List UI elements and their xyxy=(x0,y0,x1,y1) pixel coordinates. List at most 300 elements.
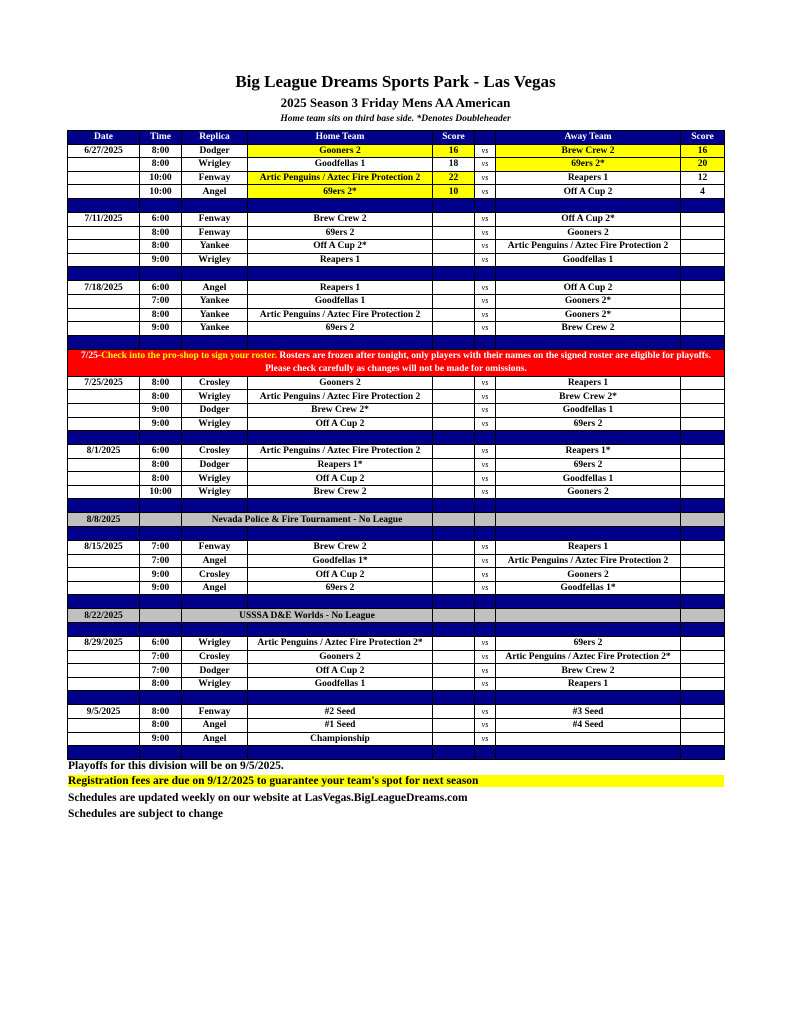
separator-cell xyxy=(140,527,182,541)
vs-label: vs xyxy=(475,253,496,267)
away-team: Artic Penguins / Aztec Fire Protection 2* xyxy=(496,650,681,664)
week-separator xyxy=(68,691,725,705)
away-score xyxy=(681,294,725,308)
vs-label: vs xyxy=(475,637,496,651)
game-date xyxy=(68,390,140,404)
game-row xyxy=(68,554,725,568)
game-time: 10:00 xyxy=(140,185,182,199)
game-row xyxy=(68,677,725,691)
away-score: 20 xyxy=(681,158,725,172)
game-row xyxy=(68,732,725,746)
empty-cell xyxy=(140,513,182,527)
separator-cell xyxy=(433,691,475,705)
game-field: Angel xyxy=(182,554,248,568)
game-time: 9:00 xyxy=(140,568,182,582)
away-team: Brew Crew 2 xyxy=(496,144,681,158)
game-field: Angel xyxy=(182,581,248,595)
game-field: Crosley xyxy=(182,376,248,390)
separator-cell xyxy=(496,623,681,637)
game-field: Fenway xyxy=(182,541,248,555)
home-team: Reapers 1 xyxy=(248,281,433,295)
game-field: Yankee xyxy=(182,294,248,308)
game-date: 8/29/2025 xyxy=(68,637,140,651)
game-row xyxy=(68,485,725,499)
separator-cell xyxy=(182,267,248,281)
vs-label: vs xyxy=(475,144,496,158)
game-time: 8:00 xyxy=(140,144,182,158)
separator-cell xyxy=(681,527,725,541)
game-time: 10:00 xyxy=(140,485,182,499)
game-date xyxy=(68,403,140,417)
home-score xyxy=(433,226,475,240)
game-row xyxy=(68,308,725,322)
game-field: Crosley xyxy=(182,650,248,664)
home-score xyxy=(433,677,475,691)
home-score xyxy=(433,664,475,678)
away-score xyxy=(681,253,725,267)
game-row xyxy=(68,294,725,308)
game-row xyxy=(68,253,725,267)
game-time: 8:00 xyxy=(140,240,182,254)
game-time: 8:00 xyxy=(140,308,182,322)
col-header-home-score: Score xyxy=(433,131,475,145)
separator-cell xyxy=(496,431,681,445)
separator-cell xyxy=(248,499,433,513)
separator-cell xyxy=(140,335,182,349)
game-date xyxy=(68,322,140,336)
roster-notice-row xyxy=(68,349,725,376)
schedule-subtitle: 2025 Season 3 Friday Mens AA American xyxy=(280,95,511,110)
away-score xyxy=(681,664,725,678)
col-header-time: Time xyxy=(140,131,182,145)
game-date: 7/11/2025 xyxy=(68,212,140,226)
game-time: 7:00 xyxy=(140,650,182,664)
away-team: Goodfellas 1 xyxy=(496,253,681,267)
away-team: 69ers 2* xyxy=(496,158,681,172)
game-time: 8:00 xyxy=(140,719,182,733)
game-row xyxy=(68,144,725,158)
game-date xyxy=(68,417,140,431)
vs-label: vs xyxy=(475,403,496,417)
home-team: Goodfellas 1 xyxy=(248,158,433,172)
schedule-body xyxy=(68,144,725,760)
week-separator xyxy=(68,335,725,349)
separator-cell xyxy=(182,198,248,212)
week-separator xyxy=(68,595,725,609)
separator-cell xyxy=(140,267,182,281)
home-score: 16 xyxy=(433,144,475,158)
game-time: 8:00 xyxy=(140,226,182,240)
away-score xyxy=(681,226,725,240)
home-team: 69ers 2 xyxy=(248,226,433,240)
separator-cell xyxy=(433,527,475,541)
away-team: Reapers 1 xyxy=(496,677,681,691)
home-team: Goodfellas 1 xyxy=(248,677,433,691)
separator-cell xyxy=(681,431,725,445)
separator-cell xyxy=(68,746,140,760)
game-time: 6:00 xyxy=(140,212,182,226)
vs-label: vs xyxy=(475,417,496,431)
game-field: Fenway xyxy=(182,705,248,719)
game-field: Angel xyxy=(182,732,248,746)
vs-label: vs xyxy=(475,677,496,691)
away-team: Goodfellas 1 xyxy=(496,403,681,417)
separator-cell xyxy=(140,198,182,212)
game-date xyxy=(68,485,140,499)
separator-cell xyxy=(475,335,496,349)
vs-label: vs xyxy=(475,568,496,582)
away-team: Off A Cup 2* xyxy=(496,212,681,226)
game-date xyxy=(68,732,140,746)
vs-label: vs xyxy=(475,472,496,486)
game-row xyxy=(68,212,725,226)
home-team: Goodfellas 1 xyxy=(248,294,433,308)
separator-cell xyxy=(68,335,140,349)
vs-label: vs xyxy=(475,281,496,295)
separator-cell xyxy=(475,595,496,609)
vs-label: vs xyxy=(475,376,496,390)
home-score xyxy=(433,445,475,459)
vs-label: vs xyxy=(475,390,496,404)
game-date xyxy=(68,458,140,472)
home-team: Gooners 2 xyxy=(248,144,433,158)
separator-cell xyxy=(475,267,496,281)
away-team: #4 Seed xyxy=(496,719,681,733)
separator-cell xyxy=(433,267,475,281)
away-score xyxy=(681,281,725,295)
vs-label: vs xyxy=(475,158,496,172)
game-field: Crosley xyxy=(182,568,248,582)
game-field: Wrigley xyxy=(182,472,248,486)
game-row xyxy=(68,240,725,254)
away-team: Off A Cup 2 xyxy=(496,281,681,295)
empty-cell xyxy=(496,513,681,527)
separator-cell xyxy=(681,595,725,609)
away-team: Gooners 2* xyxy=(496,294,681,308)
separator-cell xyxy=(140,499,182,513)
game-time: 9:00 xyxy=(140,403,182,417)
home-score xyxy=(433,554,475,568)
vs-label: vs xyxy=(475,445,496,459)
away-team: Reapers 1* xyxy=(496,445,681,459)
home-team: Artic Penguins / Aztec Fire Protection 2 xyxy=(248,390,433,404)
away-score xyxy=(681,650,725,664)
schedule-title: Big League Dreams Sports Park - Las Vegas xyxy=(235,72,556,91)
separator-cell xyxy=(475,431,496,445)
separator-cell xyxy=(433,198,475,212)
away-team xyxy=(496,732,681,746)
game-date: 8/8/2025 xyxy=(68,513,140,527)
away-score xyxy=(681,581,725,595)
game-row xyxy=(68,403,725,417)
game-date xyxy=(68,158,140,172)
vs-label: vs xyxy=(475,719,496,733)
game-row xyxy=(68,637,725,651)
separator-cell xyxy=(248,267,433,281)
separator-cell xyxy=(433,595,475,609)
separator-cell xyxy=(248,335,433,349)
home-score xyxy=(433,472,475,486)
game-row xyxy=(68,376,725,390)
game-field: Fenway xyxy=(182,212,248,226)
game-field: Angel xyxy=(182,281,248,295)
separator-cell xyxy=(496,595,681,609)
away-score xyxy=(681,308,725,322)
game-time: 7:00 xyxy=(140,664,182,678)
home-score: 22 xyxy=(433,171,475,185)
vs-label: vs xyxy=(475,322,496,336)
separator-cell xyxy=(248,198,433,212)
game-time: 8:00 xyxy=(140,458,182,472)
home-score xyxy=(433,541,475,555)
home-team: Off A Cup 2 xyxy=(248,417,433,431)
home-team: Artic Penguins / Aztec Fire Protection 2 xyxy=(248,445,433,459)
away-score xyxy=(681,637,725,651)
away-score xyxy=(681,212,725,226)
home-team: Goodfellas 1* xyxy=(248,554,433,568)
away-team: Reapers 1 xyxy=(496,171,681,185)
game-date xyxy=(68,581,140,595)
game-date xyxy=(68,253,140,267)
game-row xyxy=(68,541,725,555)
home-team: Brew Crew 2 xyxy=(248,541,433,555)
game-time: 9:00 xyxy=(140,417,182,431)
game-field: Dodger xyxy=(182,144,248,158)
away-score xyxy=(681,677,725,691)
away-team: Gooners 2 xyxy=(496,568,681,582)
schedule-note: Home team sits on third base side. *Denotes Doubleheader xyxy=(280,114,511,124)
game-row xyxy=(68,705,725,719)
home-score xyxy=(433,581,475,595)
home-score xyxy=(433,485,475,499)
separator-cell xyxy=(68,499,140,513)
separator-cell xyxy=(68,267,140,281)
away-score xyxy=(681,403,725,417)
vs-label: vs xyxy=(475,554,496,568)
away-team: Gooners 2* xyxy=(496,308,681,322)
col-header-vs xyxy=(475,131,496,145)
game-date xyxy=(68,677,140,691)
home-team: Off A Cup 2* xyxy=(248,240,433,254)
game-time: 7:00 xyxy=(140,541,182,555)
game-field: Crosley xyxy=(182,445,248,459)
empty-cell xyxy=(681,609,725,623)
separator-cell xyxy=(68,431,140,445)
away-team: 69ers 2 xyxy=(496,458,681,472)
away-team: Brew Crew 2 xyxy=(496,322,681,336)
game-date: 7/18/2025 xyxy=(68,281,140,295)
home-team: #2 Seed xyxy=(248,705,433,719)
separator-cell xyxy=(496,499,681,513)
vs-label: vs xyxy=(475,294,496,308)
game-field: Yankee xyxy=(182,240,248,254)
home-score xyxy=(433,322,475,336)
game-row xyxy=(68,719,725,733)
empty-cell xyxy=(681,513,725,527)
away-score xyxy=(681,240,725,254)
empty-cell xyxy=(433,513,475,527)
separator-cell xyxy=(68,691,140,705)
home-team: Brew Crew 2 xyxy=(248,485,433,499)
game-time: 8:00 xyxy=(140,472,182,486)
home-team: Off A Cup 2 xyxy=(248,472,433,486)
no-league-row xyxy=(68,513,725,527)
game-date: 8/15/2025 xyxy=(68,541,140,555)
game-date xyxy=(68,294,140,308)
separator-cell xyxy=(68,527,140,541)
game-field: Fenway xyxy=(182,226,248,240)
game-time: 10:00 xyxy=(140,171,182,185)
away-team: Gooners 2 xyxy=(496,226,681,240)
game-row xyxy=(68,581,725,595)
separator-cell xyxy=(496,746,681,760)
away-score xyxy=(681,445,725,459)
away-team: Gooners 2 xyxy=(496,485,681,499)
separator-cell xyxy=(182,335,248,349)
away-team: Reapers 1 xyxy=(496,376,681,390)
away-score xyxy=(681,417,725,431)
game-time: 8:00 xyxy=(140,705,182,719)
game-date xyxy=(68,240,140,254)
game-date: 9/5/2025 xyxy=(68,705,140,719)
separator-cell xyxy=(433,335,475,349)
footer-registration: Registration fees are due on 9/12/2025 to guarantee your team's spot for next season xyxy=(68,775,724,787)
game-date xyxy=(68,719,140,733)
table-header-row xyxy=(68,131,725,145)
separator-cell xyxy=(182,595,248,609)
home-score xyxy=(433,281,475,295)
vs-label: vs xyxy=(475,705,496,719)
home-team: Artic Penguins / Aztec Fire Protection 2 xyxy=(248,171,433,185)
home-team: 69ers 2* xyxy=(248,185,433,199)
separator-cell xyxy=(475,499,496,513)
game-time: 7:00 xyxy=(140,554,182,568)
separator-cell xyxy=(182,746,248,760)
away-score: 16 xyxy=(681,144,725,158)
home-team: Reapers 1 xyxy=(248,253,433,267)
game-row xyxy=(68,281,725,295)
away-team: 69ers 2 xyxy=(496,417,681,431)
vs-label: vs xyxy=(475,458,496,472)
home-team: Gooners 2 xyxy=(248,376,433,390)
home-score xyxy=(433,568,475,582)
home-score xyxy=(433,308,475,322)
game-row xyxy=(68,226,725,240)
home-score xyxy=(433,403,475,417)
separator-cell xyxy=(681,746,725,760)
separator-cell xyxy=(68,595,140,609)
home-score xyxy=(433,417,475,431)
vs-label: vs xyxy=(475,240,496,254)
separator-cell xyxy=(496,527,681,541)
game-row xyxy=(68,458,725,472)
game-time: 9:00 xyxy=(140,322,182,336)
separator-cell xyxy=(182,431,248,445)
game-time: 9:00 xyxy=(140,581,182,595)
home-team: Artic Penguins / Aztec Fire Protection 2* xyxy=(248,637,433,651)
game-date xyxy=(68,568,140,582)
home-score xyxy=(433,719,475,733)
empty-cell xyxy=(433,609,475,623)
vs-label: vs xyxy=(475,541,496,555)
away-team: 69ers 2 xyxy=(496,637,681,651)
week-separator xyxy=(68,623,725,637)
no-league-label: USSSA D&E Worlds - No League xyxy=(182,609,433,623)
away-team: Brew Crew 2* xyxy=(496,390,681,404)
home-score: 10 xyxy=(433,185,475,199)
away-score xyxy=(681,390,725,404)
game-field: Wrigley xyxy=(182,158,248,172)
home-team: Championship xyxy=(248,732,433,746)
away-score xyxy=(681,376,725,390)
notice-text: Rosters are frozen after tonight, only players with their names on the signed roster are eligible for playoffs. Please check carefully as changes will not be made for omissions. xyxy=(265,350,711,374)
game-time: 7:00 xyxy=(140,294,182,308)
away-score: 12 xyxy=(681,171,725,185)
no-league-label: Nevada Police & Fire Tournament - No League xyxy=(182,513,433,527)
vs-label: vs xyxy=(475,212,496,226)
separator-cell xyxy=(248,595,433,609)
vs-label: vs xyxy=(475,185,496,199)
home-team: 69ers 2 xyxy=(248,322,433,336)
game-time: 8:00 xyxy=(140,376,182,390)
away-team: Brew Crew 2 xyxy=(496,664,681,678)
game-field: Wrigley xyxy=(182,637,248,651)
away-score xyxy=(681,485,725,499)
game-date xyxy=(68,554,140,568)
home-team: Artic Penguins / Aztec Fire Protection 2 xyxy=(248,308,433,322)
empty-cell xyxy=(496,609,681,623)
game-field: Angel xyxy=(182,719,248,733)
separator-cell xyxy=(248,623,433,637)
game-field: Wrigley xyxy=(182,677,248,691)
home-team: Brew Crew 2 xyxy=(248,212,433,226)
separator-cell xyxy=(475,198,496,212)
home-score xyxy=(433,376,475,390)
home-team: Gooners 2 xyxy=(248,650,433,664)
vs-label: vs xyxy=(475,308,496,322)
game-field: Dodger xyxy=(182,403,248,417)
schedule-table xyxy=(67,130,725,760)
home-score xyxy=(433,294,475,308)
away-score xyxy=(681,732,725,746)
game-row xyxy=(68,171,725,185)
away-team: Reapers 1 xyxy=(496,541,681,555)
game-time: 6:00 xyxy=(140,281,182,295)
separator-cell xyxy=(475,691,496,705)
game-field: Yankee xyxy=(182,308,248,322)
vs-label: vs xyxy=(475,485,496,499)
home-score xyxy=(433,650,475,664)
game-time: 8:00 xyxy=(140,390,182,404)
game-field: Dodger xyxy=(182,458,248,472)
week-separator xyxy=(68,267,725,281)
separator-cell xyxy=(496,691,681,705)
home-team: Brew Crew 2* xyxy=(248,403,433,417)
footer-playoffs: Playoffs for this division will be on 9/5/2025. xyxy=(68,760,284,772)
game-time: 9:00 xyxy=(140,253,182,267)
game-time: 8:00 xyxy=(140,677,182,691)
home-score xyxy=(433,240,475,254)
game-date: 8/1/2025 xyxy=(68,445,140,459)
separator-cell xyxy=(475,527,496,541)
separator-cell xyxy=(140,623,182,637)
game-date xyxy=(68,472,140,486)
separator-cell xyxy=(182,623,248,637)
game-date xyxy=(68,664,140,678)
game-time: 6:00 xyxy=(140,445,182,459)
home-score xyxy=(433,253,475,267)
separator-cell xyxy=(248,746,433,760)
